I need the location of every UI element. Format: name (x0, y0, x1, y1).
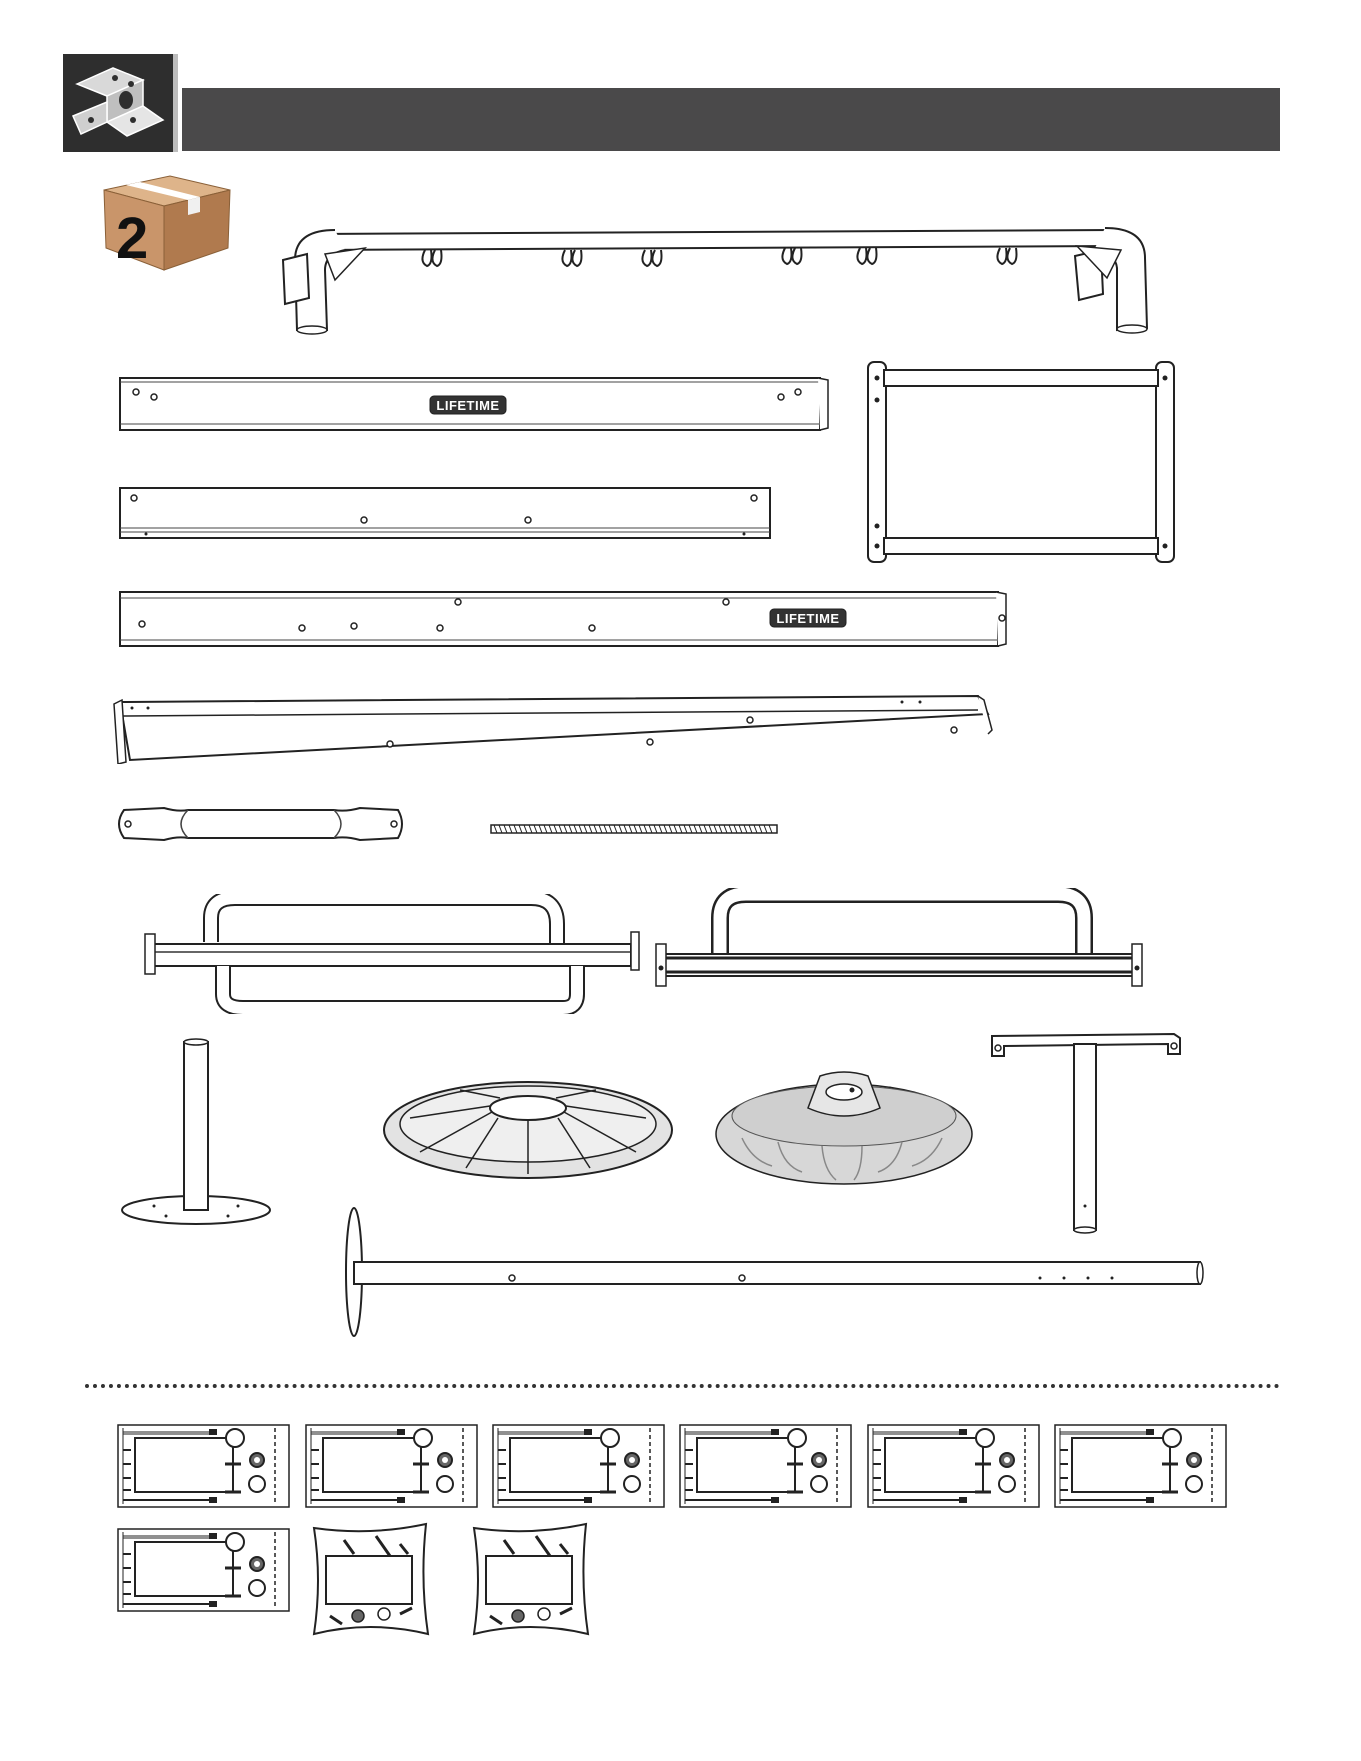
carton-box-icon (100, 168, 235, 273)
hardware-pouch (304, 1522, 436, 1638)
base-dish-bottom (712, 1068, 976, 1186)
hardware-card (867, 1424, 1040, 1508)
top-hook-bar (275, 220, 1165, 340)
tube-frame (866, 360, 1178, 564)
long-beam-with-logo (118, 588, 1008, 654)
header-bar (182, 88, 1280, 151)
hardware-card (305, 1424, 478, 1508)
bracket-icon (63, 54, 173, 152)
section-divider (85, 1384, 1280, 1388)
hardware-card (117, 1528, 290, 1612)
strap-bracket (114, 804, 408, 844)
handle-bar-double (143, 894, 643, 1014)
rail-with-logo (118, 372, 830, 436)
square-tube-beam (112, 690, 994, 764)
hardware-card (117, 1424, 290, 1508)
hardware-card (492, 1424, 665, 1508)
handle-bar-single (654, 888, 1144, 992)
header-divider (173, 54, 178, 152)
t-post (986, 1030, 1186, 1234)
hardware-card (1054, 1424, 1227, 1508)
lifetime-logo-2: LIFETIME (776, 611, 840, 626)
post-with-base (118, 1036, 276, 1226)
lifetime-logo: LIFETIME (436, 398, 500, 413)
base-dish-top (380, 1078, 676, 1182)
hardware-pouch (464, 1522, 596, 1638)
hardware-card (679, 1424, 852, 1508)
short-rail (118, 484, 776, 544)
threaded-rod (490, 822, 780, 836)
long-post-with-disc (344, 1206, 1206, 1338)
box-number: 2 (116, 206, 149, 271)
